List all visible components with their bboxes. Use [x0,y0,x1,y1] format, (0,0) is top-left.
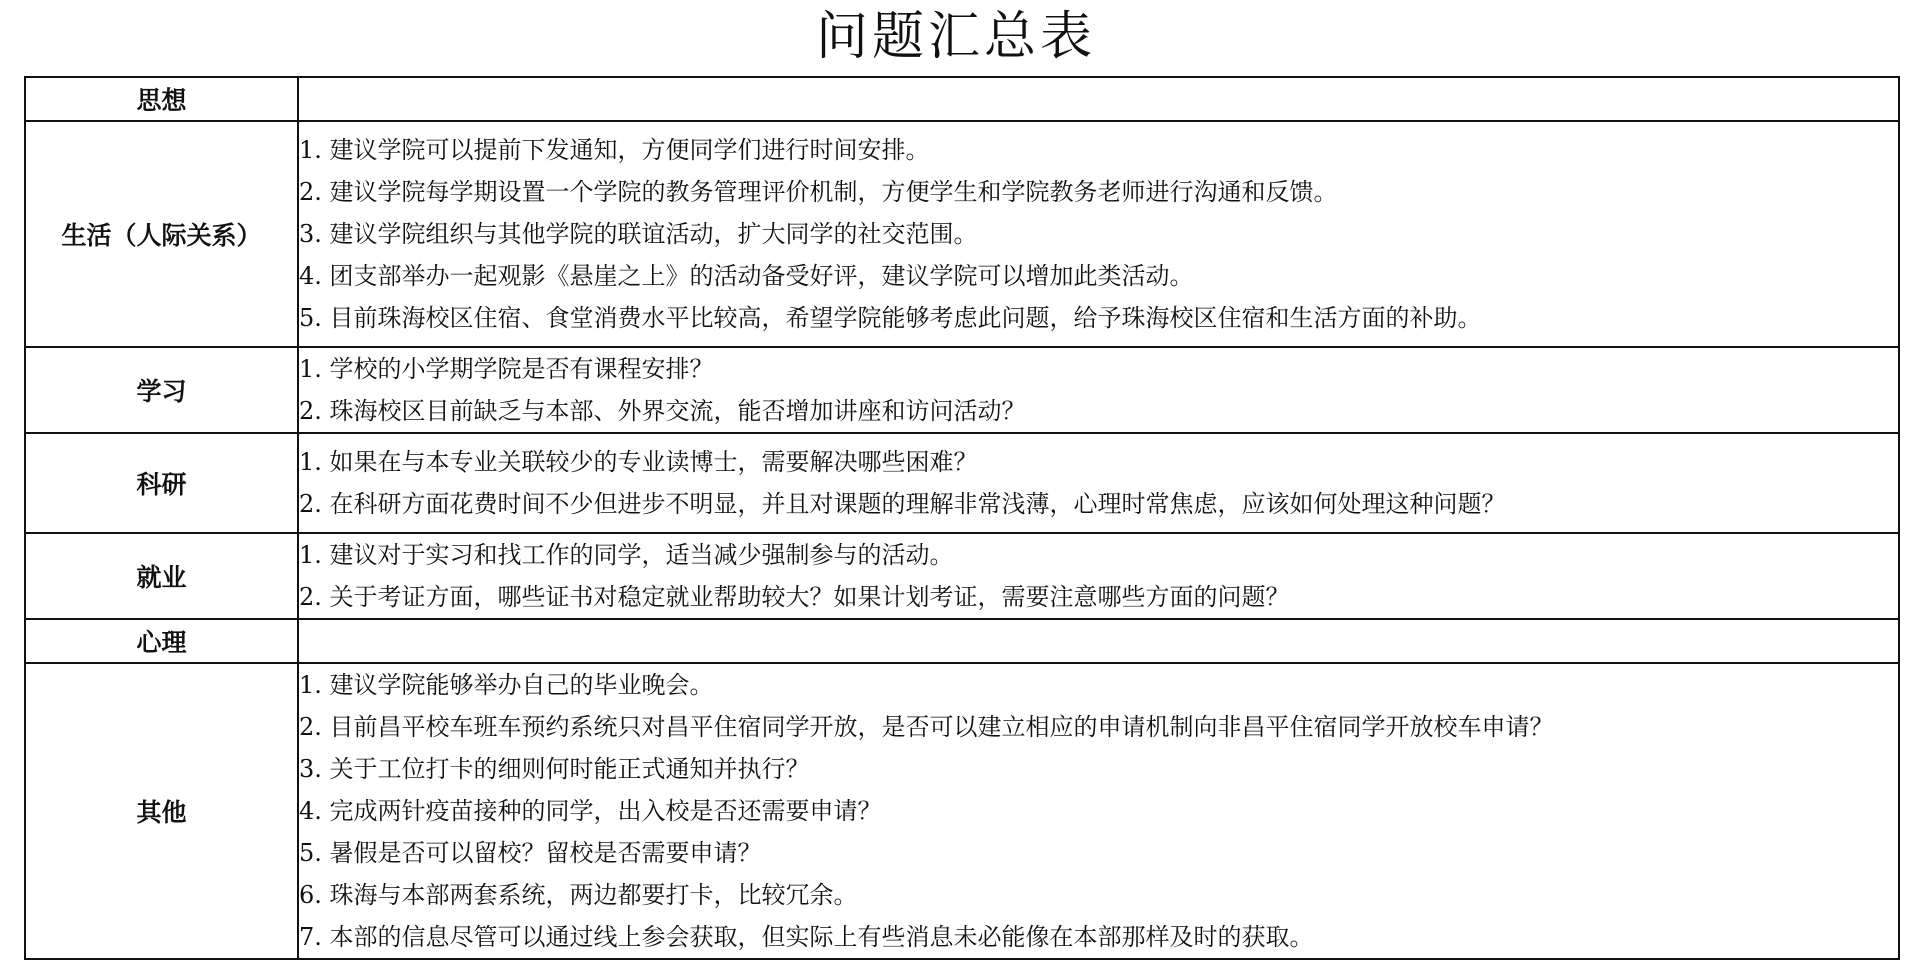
issue-list [298,121,1899,347]
list-item: 2. 关于考证方面，哪些证书对稳定就业帮助较大？如果计划考证，需要注意哪些方面的问题？ [299,583,1290,611]
list-item: 1. 学校的小学期学院是否有课程安排？ [299,355,714,383]
table-row [25,347,1899,433]
issue-list [298,619,1899,663]
category-label: 就业 [25,533,298,619]
list-item: 7. 本部的信息尽管可以通过线上参会获取，但实际上有些消息未必能像在本部那样及时的获取。 [299,923,1314,951]
list-item: 1. 如果在与本专业关联较少的专业读博士，需要解决哪些困难？ [299,448,978,476]
list-item: 3. 关于工位打卡的细则何时能正式通知并执行？ [299,755,810,783]
issue-list [298,533,1899,619]
issue-list [298,663,1899,959]
list-item: 2. 建议学院每学期设置一个学院的教务管理评价机制，方便学生和学院教务老师进行沟通和反馈。 [299,178,1338,206]
category-label: 思想 [25,77,298,121]
list-item: 2. 目前昌平校车班车预约系统只对昌平住宿同学开放，是否可以建立相应的申请机制向非昌平住宿同学开放校车申请？ [299,713,1554,741]
list-item: 6. 珠海与本部两套系统，两边都要打卡，比较冗余。 [299,881,858,909]
list-item: 5. 暑假是否可以留校？留校是否需要申请？ [299,839,762,867]
issue-list [298,77,1899,121]
table-row [25,619,1899,663]
category-label: 科研 [25,433,298,533]
category-label: 其他 [25,663,298,959]
list-item: 5. 目前珠海校区住宿、食堂消费水平比较高，希望学院能够考虑此问题，给予珠海校区住宿和生活方面的补助。 [299,304,1482,332]
page-title: 问题汇总表 [815,7,1096,67]
list-item: 2. 珠海校区目前缺乏与本部、外界交流，能否增加讲座和访问活动？ [299,397,1026,425]
issue-list [298,347,1899,433]
table-row [25,121,1899,347]
table-row [25,663,1899,959]
table-row [25,533,1899,619]
list-item: 1. 建议学院可以提前下发通知，方便同学们进行时间安排。 [299,136,930,164]
list-item: 2. 在科研方面花费时间不少但进步不明显，并且对课题的理解非常浅薄，心理时常焦虑，应该如何处理这种问题？ [299,490,1506,518]
list-item: 1. 建议对于实习和找工作的同学，适当减少强制参与的活动。 [299,541,954,569]
list-item: 4. 完成两针疫苗接种的同学，出入校是否还需要申请？ [299,797,882,825]
table-row [25,77,1899,121]
category-label: 学习 [25,347,298,433]
list-item: 4. 团支部举办一起观影《悬崖之上》的活动备受好评，建议学院可以增加此类活动。 [299,262,1194,290]
list-item: 3. 建议学院组织与其他学院的联谊活动，扩大同学的社交范围。 [299,220,978,248]
category-label: 心理 [25,619,298,663]
issue-list [298,433,1899,533]
category-label: 生活（人际关系） [25,121,298,347]
table-row [25,433,1899,533]
list-item: 1. 建议学院能够举办自己的毕业晚会。 [299,671,714,699]
issue-summary-table [24,76,1900,960]
